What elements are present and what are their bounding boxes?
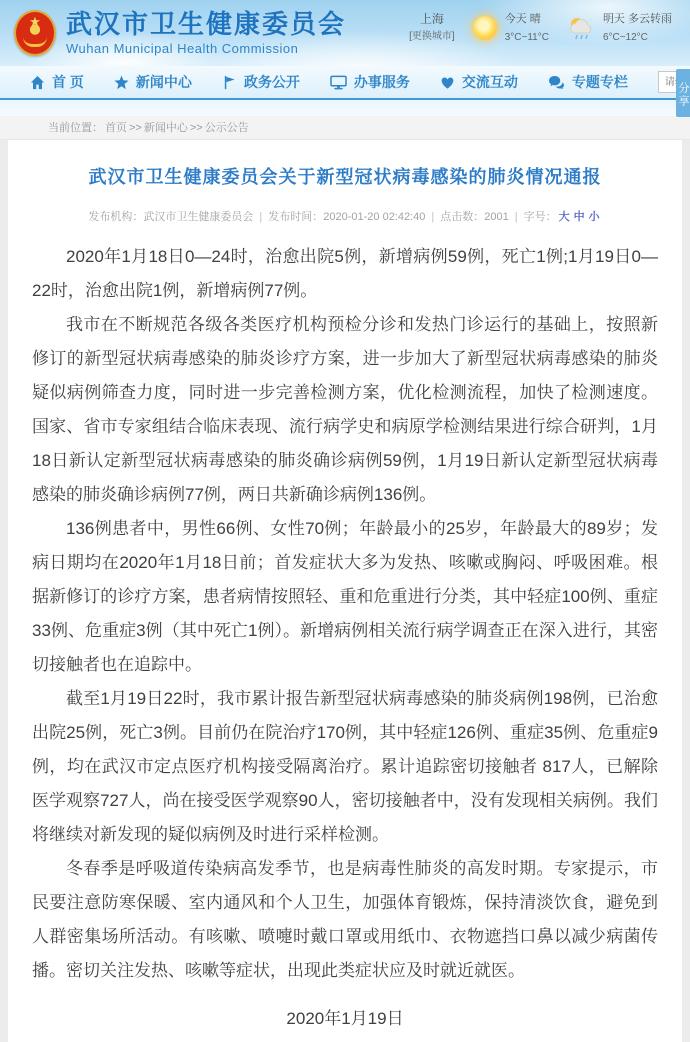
chat-icon <box>548 75 565 90</box>
breadcrumb-separator: >> <box>129 121 142 134</box>
flag-icon <box>222 75 237 90</box>
article-body <box>32 240 658 988</box>
nav-item-label: 交流互动 <box>461 74 518 90</box>
national-emblem-logo <box>14 10 56 56</box>
meta-separator: | <box>514 211 518 223</box>
share-tab[interactable]: 分享 <box>676 69 690 117</box>
weather-tomorrow-label: 明天 多云转雨 <box>602 13 672 25</box>
sun-icon <box>473 16 497 40</box>
nav-item-gov-affairs[interactable] <box>222 72 300 92</box>
article-paragraph: 冬春季是呼吸道传染病高发季节，也是病毒性肺炎的高发时期。专家提示，市民要注意防寒保暖、室内通风和个人卫生，加强体育锻炼，保持清淡饮食，避免到人群密集场所活动。有咳嗽、喷嚏时戴口罩或用纸巾、衣物遮挡口鼻以减少病菌传播。密切关注发热、咳嗽等症状，出现此类症状应及时就近就医。 <box>32 859 658 980</box>
site-logo-link[interactable] <box>14 10 346 56</box>
nav-item-label: 首 页 <box>52 74 84 90</box>
monitor-icon <box>330 75 347 90</box>
clicks-value: 2001 <box>484 211 509 223</box>
publish-time-label: 发布时间： <box>268 211 324 223</box>
article-paragraph: 我市在不断规范各级各类医疗机构预检分诊和发热门诊运行的基础上，按照新修订的新型冠状病毒感染的肺炎诊疗方案，进一步加大了新型冠状病毒感染的肺炎疑似病例筛查力度，同时进一步完善检测方案，优化检测流程，加快了检测速度。国家、省市专家组结合临床表现、流行病学史和病原学检测结果进行综合研判，1月18日新认定新型冠状病毒感染的肺炎确诊病例59例，1月19日新认定新型冠状病毒感染的肺炎确诊病例77例，两日共新确诊病例136例。 <box>32 315 658 504</box>
weather-city-block <box>409 10 455 45</box>
nav-item-label: 政务公开 <box>243 74 300 90</box>
nav-item-home[interactable] <box>30 72 84 92</box>
star-icon <box>114 75 129 90</box>
weather-tomorrow <box>567 10 672 46</box>
nav-item-label: 新闻中心 <box>135 74 192 90</box>
article-paragraph: 2020年1月18日0—24时，治愈出院5例，新增病例59例，死亡1例;1月19日0—22时，治愈出院1例，新增病例77例。 <box>32 247 658 300</box>
fontsize-medium-button[interactable]: 中 <box>573 211 585 223</box>
breadcrumb-home[interactable]: 首页 <box>105 121 127 134</box>
publisher-value: 武汉市卫生健康委员会 <box>143 211 254 223</box>
fontsize-large-button[interactable]: 大 <box>558 211 570 223</box>
meta-separator: | <box>431 211 435 223</box>
heart-icon <box>440 75 455 90</box>
breadcrumb-announcements[interactable]: 公示公告 <box>204 121 249 134</box>
nav-item-special-topics[interactable] <box>548 72 628 92</box>
nav-item-label: 办事服务 <box>353 74 410 90</box>
nav-item-services[interactable] <box>330 72 410 92</box>
breadcrumb-separator: >> <box>189 121 203 134</box>
article-card <box>8 140 682 1042</box>
weather-today <box>473 10 549 46</box>
breadcrumb <box>0 116 690 140</box>
cloud-rain-icon <box>567 15 595 41</box>
nav-item-news[interactable] <box>114 72 192 92</box>
nav-item-label: 专题专栏 <box>571 74 628 90</box>
header-banner <box>0 0 690 66</box>
fontsize-small-button[interactable]: 小 <box>588 211 600 223</box>
site-title: 武汉市卫生健康委员会 <box>66 9 347 40</box>
breadcrumb-label: 当前位置： <box>48 121 103 134</box>
home-icon <box>30 75 45 90</box>
weather-today-temp: 3°C~11°C <box>504 31 549 43</box>
clicks-label: 点击数： <box>440 211 485 223</box>
nav-item-interaction[interactable] <box>440 72 518 92</box>
site-subtitle: Wuhan Municipal Health Commission <box>66 40 299 56</box>
article-paragraph: 136例患者中，男性66例、女性70例；年龄最小的25岁，年龄最大的89岁；发病日期均在2020年1月18日前；首发症状大多为发热、咳嗽或胸闷、呼吸困难。根据新修订的诊疗方案，患者病情按照轻、重和危重进行分类，其中轻症100例、重症33例、危重症3例（其中死亡1例）。新增病例相关流行病学调查正在深入进行，其密切接触者也在追踪中。 <box>32 519 658 674</box>
header-substrip <box>0 100 690 116</box>
fontsize-label: 字号： <box>523 211 557 223</box>
article-paragraph: 截至1月19日22时，我市累计报告新型冠状病毒感染的肺炎病例198例，已治愈出院25例，死亡3例。目前仍在院治疗170例，其中轻症126例、重症35例、危重症9例，均在武汉市定点医疗机构接受隔离治疗。累计追踪密切接触者 817人，已解除医学观察727人，尚在接受医学观察90人，密切接触者中，没有发现相关病例。我们将继续对新发现的疑似病例及时进行采样检测。 <box>32 689 658 844</box>
breadcrumb-news-center[interactable]: 新闻中心 <box>143 121 188 134</box>
site-title-block <box>66 10 346 56</box>
article-title: 武汉市卫生健康委员会关于新型冠状病毒感染的肺炎情况通报 <box>88 167 602 187</box>
main-nav <box>0 66 690 108</box>
article-date: 2020年1月19日 <box>286 1009 404 1028</box>
publisher-label: 发布机构： <box>88 211 144 223</box>
article-meta <box>32 208 658 224</box>
weather-today-label: 今天 晴 <box>504 13 541 25</box>
weather-tomorrow-temp: 6°C~12°C <box>602 31 648 43</box>
meta-separator: | <box>259 211 263 223</box>
publish-time-value: 2020-01-20 02:42:40 <box>323 211 426 223</box>
change-city-link[interactable]: [更换城市] <box>409 31 455 43</box>
weather-widget <box>409 10 672 46</box>
weather-city: 上海 <box>419 12 444 27</box>
